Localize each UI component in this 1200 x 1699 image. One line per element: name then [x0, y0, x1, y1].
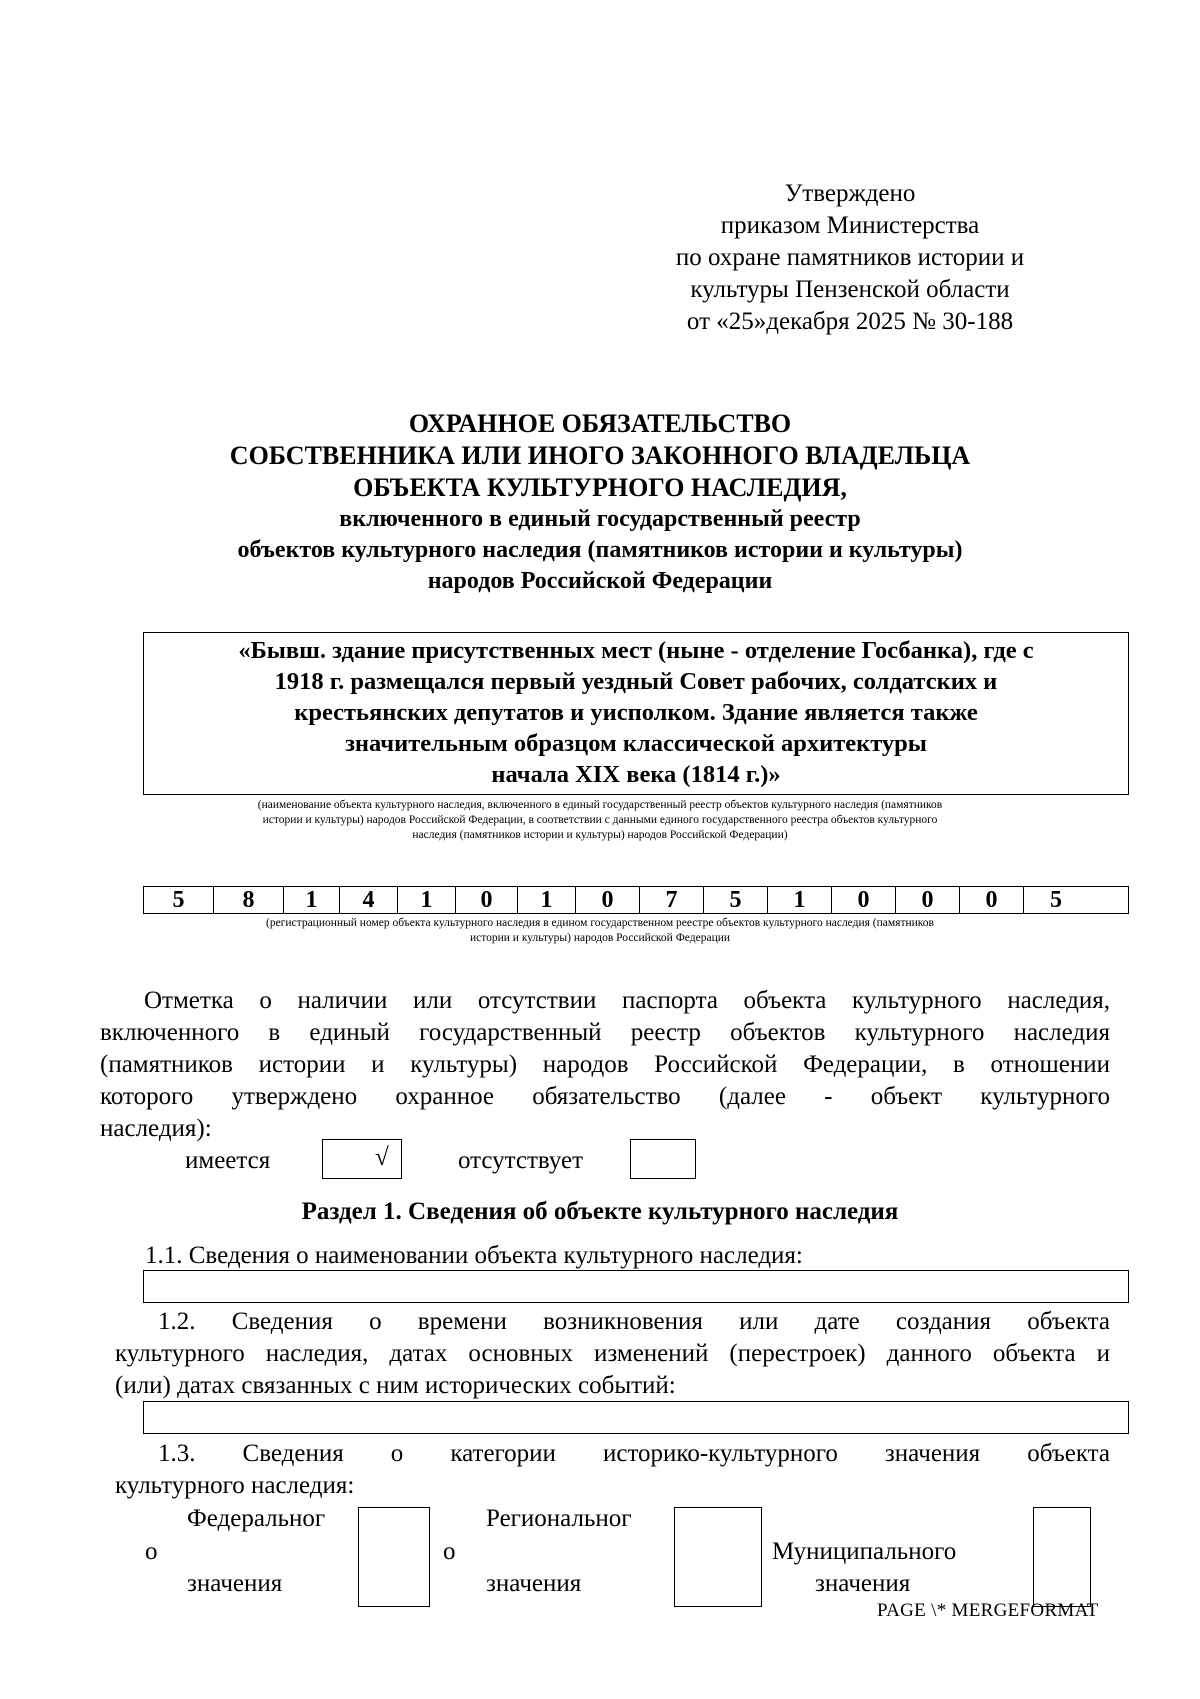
registration-digit-cell: 1	[518, 887, 576, 913]
item-1-1-label: 1.1. Сведения о наименовании объекта культурного наследия:	[145, 1242, 803, 1269]
page-footer: PAGE \* MERGEFORMAT	[877, 1600, 1099, 1621]
section-title: Раздел 1. Сведения об объекте культурного наследия	[301, 1198, 899, 1225]
object-name-caption	[100, 798, 1100, 843]
paragraph-line: (или) датах связанных с ним исторических событий:	[115, 1372, 676, 1399]
registration-digit-cell: 1	[284, 887, 340, 913]
document-title	[100, 408, 1100, 597]
passport-absent-label: отсутствует	[458, 1147, 584, 1174]
regional-label: о	[443, 1538, 456, 1565]
check-mark: √	[375, 1144, 389, 1171]
title-line: ОБЪЕКТА КУЛЬТУРНОГО НАСЛЕДИЯ,	[353, 473, 847, 502]
municipal-label: значения	[815, 1570, 911, 1597]
registration-digit-cell: 5	[144, 887, 214, 913]
registration-digit-cell: 7	[640, 887, 704, 913]
paragraph-line: культурного наследия:	[115, 1472, 355, 1499]
paragraph-line: 1.2. Сведения о времени возникновения или дате создания объекта	[158, 1308, 1110, 1335]
passport-paragraph	[100, 985, 1110, 1145]
title-line: СОБСТВЕННИКА ИЛИ ИНОГО ЗАКОННОГО ВЛАДЕЛЬЦА	[229, 441, 971, 470]
approval-block	[600, 178, 1100, 338]
federal-label: значения	[187, 1570, 283, 1597]
title-line: ОХРАННОЕ ОБЯЗАТЕЛЬСТВО	[408, 409, 792, 438]
paragraph-line: 1.3. Сведения о категории историко-культурного значения объекта	[158, 1440, 1110, 1467]
federal-checkbox[interactable]	[358, 1507, 430, 1607]
approval-line: культуры Пензенской области	[690, 276, 1010, 303]
item-1-3-paragraph	[115, 1438, 1110, 1502]
registration-digit-cell: 0	[576, 887, 640, 913]
registration-digit-cell: 5	[1050, 887, 1062, 913]
object-name-box	[143, 632, 1129, 795]
paragraph-line: культурного наследия, датах основных изменений (перестроек) данного объекта и	[115, 1340, 1110, 1367]
title-line: объектов культурного наследия (памятников истории и культуры)	[237, 537, 963, 563]
title-line: народов Российской Федерации	[427, 568, 773, 594]
registration-digit-cell: 1	[768, 887, 832, 913]
item-1-2-paragraph	[115, 1306, 1110, 1402]
regional-label: Региональног	[486, 1505, 632, 1532]
caption-line: наследия (памятников истории и культуры) народов Российской Федерации)	[412, 829, 788, 841]
object-name-line: начала XIX века (1814 г.)»	[491, 761, 781, 788]
municipal-checkbox[interactable]	[1033, 1507, 1091, 1607]
paragraph-line: которого утверждено охранное обязательство (далее - объект культурного	[100, 1083, 1110, 1110]
passport-has-checkbox[interactable]	[322, 1139, 402, 1179]
registration-caption	[100, 916, 1100, 946]
approval-line: от «25»декабря 2025 № 30-188	[686, 308, 1014, 335]
municipal-label: Муниципального	[772, 1538, 957, 1565]
object-name-line: крестьянских депутатов и уисполком. Здание является также	[294, 699, 978, 726]
paragraph-line: (памятников истории и культуры) народов Российской Федерации, в отношении	[100, 1051, 1110, 1078]
caption-line: (наименование объекта культурного наследия, включенного в единый государственный реестр объектов культурного наследия (памятников	[257, 799, 943, 811]
paragraph-line: включенного в единый государственный реестр объектов культурного наследия	[100, 1019, 1110, 1046]
federal-label: о	[145, 1538, 158, 1565]
regional-label: значения	[486, 1570, 582, 1597]
registration-digit-cell: 5	[704, 887, 768, 913]
registration-digit-cell: 0	[832, 887, 896, 913]
approval-line: Утверждено	[784, 180, 916, 207]
registration-digit-cell: 1	[398, 887, 456, 913]
object-name-line: значительным образцом классической архитектуры	[345, 730, 927, 757]
title-line: включенного в единый государственный реестр	[339, 506, 861, 532]
item-1-2-field[interactable]	[143, 1401, 1129, 1434]
registration-digit-cell: 0	[456, 887, 518, 913]
object-name-line: 1918 г. размещался первый уездный Совет рабочих, солдатских и	[274, 668, 998, 695]
object-name-line: «Бывш. здание присутственных мест (ныне - отделение Госбанка), где с	[238, 637, 1034, 664]
paragraph-line: Отметка о наличии или отсутствии паспорта объекта культурного наследия,	[144, 987, 1110, 1014]
regional-checkbox[interactable]	[674, 1507, 762, 1607]
registration-digit-cell: 0	[960, 887, 1024, 913]
passport-absent-checkbox[interactable]	[630, 1139, 696, 1179]
registration-digit-cell: 0	[896, 887, 960, 913]
caption-line: истории и культуры) народов Российской Федерации	[469, 932, 731, 944]
approval-line: по охране памятников истории и	[675, 244, 1025, 271]
paragraph-line: наследия):	[100, 1115, 212, 1142]
registration-digit-cell: 8	[214, 887, 284, 913]
item-1-1-field[interactable]	[143, 1270, 1129, 1303]
approval-line: приказом Министерства	[720, 212, 980, 239]
passport-has-label: имеется	[185, 1147, 271, 1174]
federal-label: Федеральног	[187, 1505, 326, 1532]
registration-digit-cell: 4	[340, 887, 398, 913]
caption-line: (регистрационный номер объекта культурного наследия в едином государственном реестре объектов культурного наследия (памятников	[266, 917, 934, 929]
registration-number-row	[143, 886, 1129, 914]
caption-line: истории и культуры) народов Российской Федерации, в соответствии с данными единого государственного реестра объектов культурного	[262, 814, 938, 826]
